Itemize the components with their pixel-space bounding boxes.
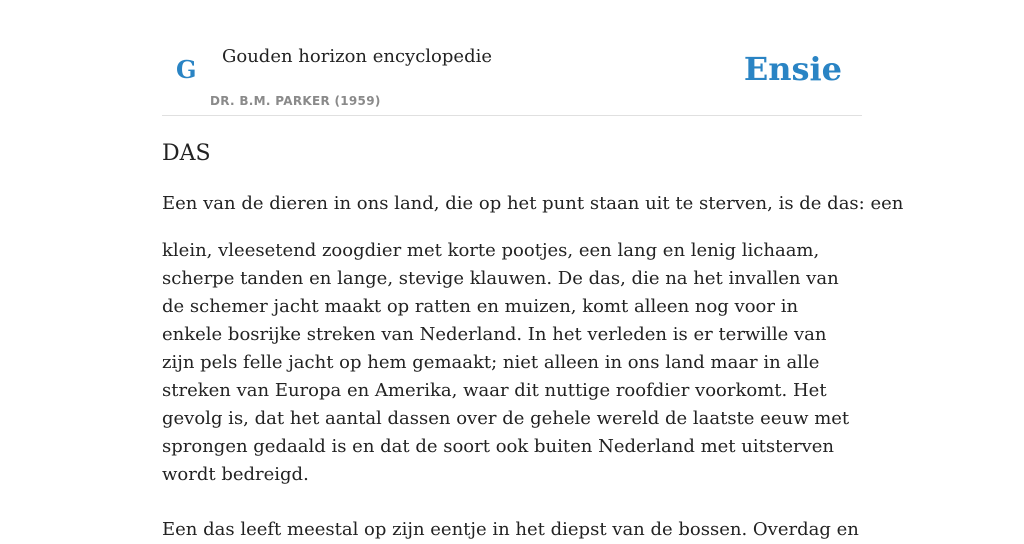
article-paragraph: klein, vleesetend zoogdier met korte pootjes, een lang en lenig lichaam, scherpe tanden en lange, stevige klauwen. De das, die na het invallen van de schemer jacht maakt op ratten en muizen, komt alleen nog voor in enkele bosrijke streken van Nederland. In het verleden is er terwille van zijn pels felle jacht op hem gemaakt; niet alleen in ons land maar in alle streken van Europa en Amerika, waar dit nuttige roofdier voorkomt. Het gevolg is, dat het aantal dassen over de gehele wereld de laatste eeuw met sprongen gedaald is en dat de soort ook buiten Nederland met uitsterven wordt bedreigd.	[162, 240, 850, 485]
ensie-logo[interactable]: Ensie	[743, 50, 842, 88]
article-paragraph: Een das leeft meestal op zijn eentje in het diepst van de bossen. Overdag en	[162, 519, 859, 540]
article-headword: DAS	[162, 141, 211, 166]
book-title[interactable]: Gouden horizon encyclopedie	[222, 46, 492, 67]
book-header	[162, 40, 862, 116]
book-author: DR. B.M. PARKER (1959)	[210, 94, 381, 108]
article	[162, 138, 904, 544]
book-logo[interactable]: G	[176, 55, 197, 84]
article-paragraph: Een van de dieren in ons land, die op het punt staan uit te sterven, is de das: een	[162, 193, 904, 214]
